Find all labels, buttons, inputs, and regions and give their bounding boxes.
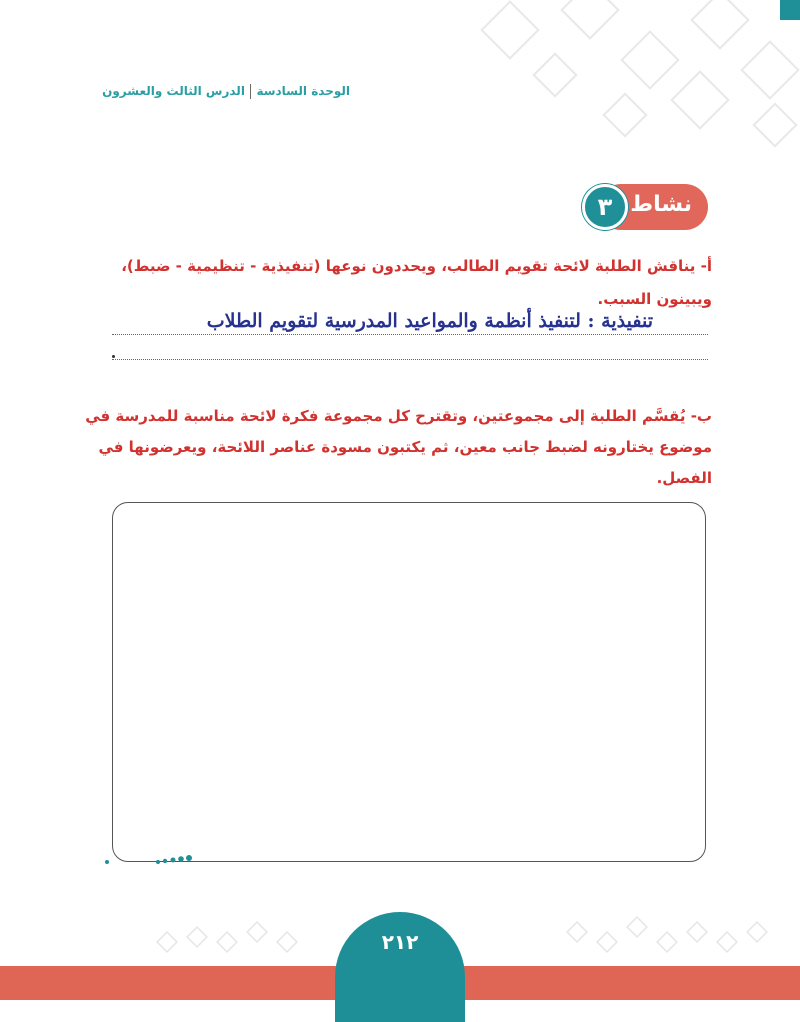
page-header [102,84,350,99]
activity-badge [582,184,708,230]
decorative-pattern-top [430,0,800,150]
activity-number: ٣ [582,184,628,230]
answer-line-1[interactable] [112,312,708,335]
unit-title: الوحدة السادسة [256,84,350,98]
page-number: ٢١٢ [335,912,465,1022]
answer-box[interactable] [112,502,706,862]
decorative-dots [100,850,200,870]
line-end-dot [112,355,115,358]
activity-part-b: ب- يُقسَّم الطلبة إلى مجموعتين، وتقترح كل مجموعة فكرة لائحة مناسبة للمدرسة في موضوع يختارونه لضبط جانب معين، ثم يكتبون مسودة عناصر اللائحة، ويعرضونها في الفصل. [85,407,712,487]
handwritten-answer: تنفيذية : لتنفيذ أنظمة والمواعيد المدرسية لتقويم الطلاب [206,310,653,332]
lesson-title: الدرس الثالث والعشرون [102,84,245,98]
header-divider [250,84,252,99]
answer-line-2[interactable] [112,358,708,360]
activity-label: نشاط [630,192,692,217]
activity-part-a: أ- يناقش الطلبة لائحة تقويم الطالب، ويحددون نوعها (تنفيذية - تنظيمية - ضبط)، ويبينون السبب. [121,257,712,308]
